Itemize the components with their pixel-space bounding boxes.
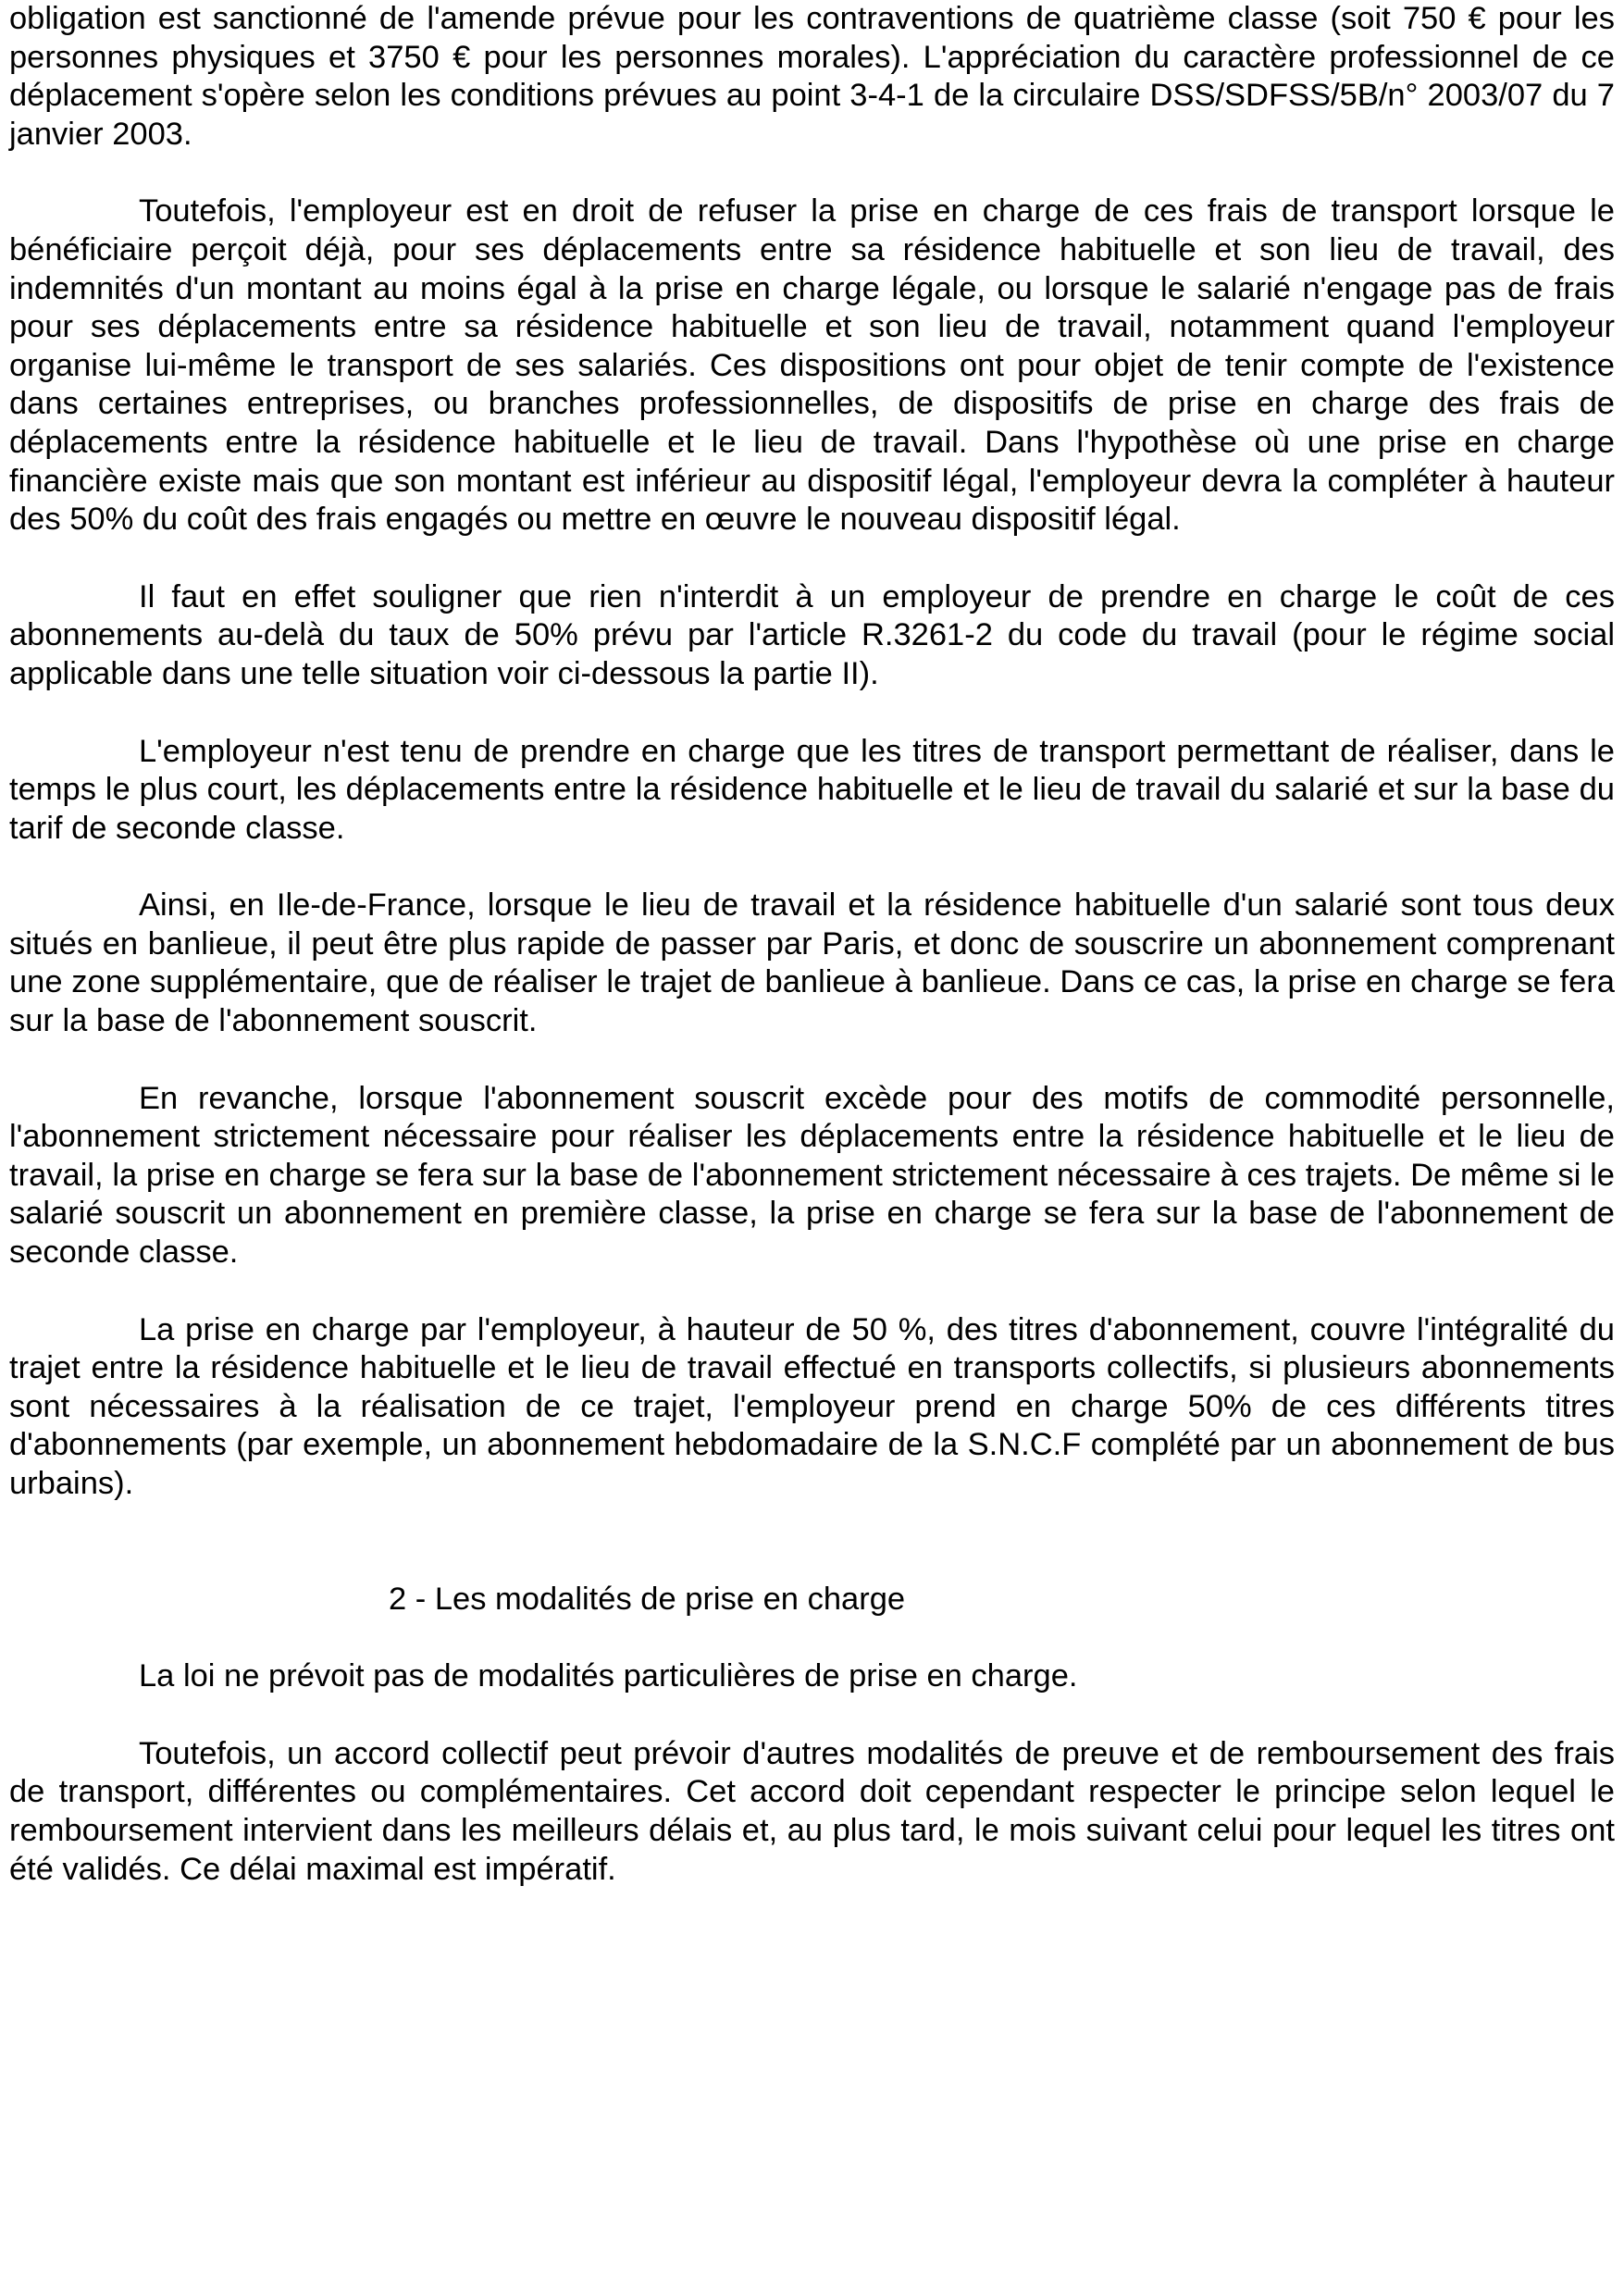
paragraph-commodite-personnelle: En revanche, lorsque l'abonnement souscrit excède pour des motifs de commodité personnelle, l'abonnement strictement nécessaire pour réaliser les déplacements entre la résidence habituelle et le lieu de travail, la prise en charge se fera sur la base de l'abonnement strictement nécessaire à ces trajets. De même si le salarié souscrit un abonnement en première classe, la prise en charge se fera sur la base de l'abonnement de seconde classe. — [9, 1080, 1615, 1271]
paragraph-titres-transport: L'employeur n'est tenu de prendre en charge que les titres de transport permettant de réaliser, dans le temps le plus court, les déplacements entre la résidence habituelle et le lieu de travail du salarié et sur la base du tarif de seconde classe. — [9, 733, 1615, 846]
paragraph-refus-prise-en-charge: Toutefois, l'employeur est en droit de refuser la prise en charge de ces frais de transport lorsque le bénéficiaire perçoit déjà, pour ses déplacements entre sa résidence habituelle et son lieu de travail, des indemnités d'un montant au moins égal à la prise en charge légale, ou lorsque le salarié n'engage pas de frais pour ses déplacements entre sa résidence habituelle et son lieu de travail, notamment quand l'employeur organise lui-même le transport de ses salariés. Ces dispositions ont pour objet de tenir compte de l'existence dans certaines entreprises, ou branches professionnelles, de dispositifs de prise en charge des frais de déplacements entre la résidence habituelle et le lieu de travail. Dans l'hypothèse où une prise en charge financière existe mais que son montant est inférieur au dispositif légal, l'employeur devra la compléter à hauteur des 50% du coût des frais engagés ou mettre en œuvre le nouveau dispositif légal. — [9, 193, 1615, 538]
paragraph-ile-de-france: Ainsi, en Ile-de-France, lorsque le lieu de travail et la résidence habituelle d'un salarié sont tous deux situés en banlieue, il peut être plus rapide de passer par Paris, et donc de souscrire un abonnement comprenant une zone supplémentaire, que de réaliser le trajet de banlieue à banlieue. Dans ce cas, la prise en charge se fera sur la base de l'abonnement souscrit. — [9, 887, 1615, 1039]
paragraph-accord-collectif: Toutefois, un accord collectif peut prévoir d'autres modalités de preuve et de remboursement des frais de transport, différentes ou complémentaires. Cet accord doit cependant respecter le principe selon lequel le remboursement intervient dans les meilleurs délais et, au plus tard, le mois suivant celui pour lequel les titres ont été validés. Ce délai maximal est impératif. — [9, 1735, 1615, 1887]
section-heading: 2 - Les modalités de prise en charge — [389, 1581, 906, 1617]
paragraph-plusieurs-abonnements: La prise en charge par l'employeur, à hauteur de 50 %, des titres d'abonnement, couvre l'intégralité du trajet entre la résidence habituelle et le lieu de travail effectué en transports collectifs, si plusieurs abonnements sont nécessaires à la réalisation de ce trajet, l'employeur prend en charge 50% de ces différents titres d'abonnements (par exemple, un abonnement hebdomadaire de la S.N.C.F complété par un abonnement de bus urbains). — [9, 1311, 1615, 1501]
paragraph-contravention: obligation est sanctionné de l'amende prévue pour les contraventions de quatrième classe (soit 750 € pour les personnes physiques et 3750 € pour les personnes morales). L'appréciation du caractère professionnel de ce déplacement s'opère selon les conditions prévues au point 3-4-1 de la circulaire DSS/SDFSS/5B/n° 2003/07 du 7 janvier 2003. — [9, 1, 1615, 152]
paragraph-loi-modalites: La loi ne prévoit pas de modalités particulières de prise en charge. — [139, 1658, 1078, 1694]
paragraph-au-dela-50: Il faut en effet souligner que rien n'interdit à un employeur de prendre en charge le coût de ces abonnements au-delà du taux de 50% prévu par l'article R.3261-2 du code du travail (pour le régime social applicable dans une telle situation voir ci-dessous la partie II). — [9, 578, 1615, 691]
document-page — [9, 0, 1615, 1889]
